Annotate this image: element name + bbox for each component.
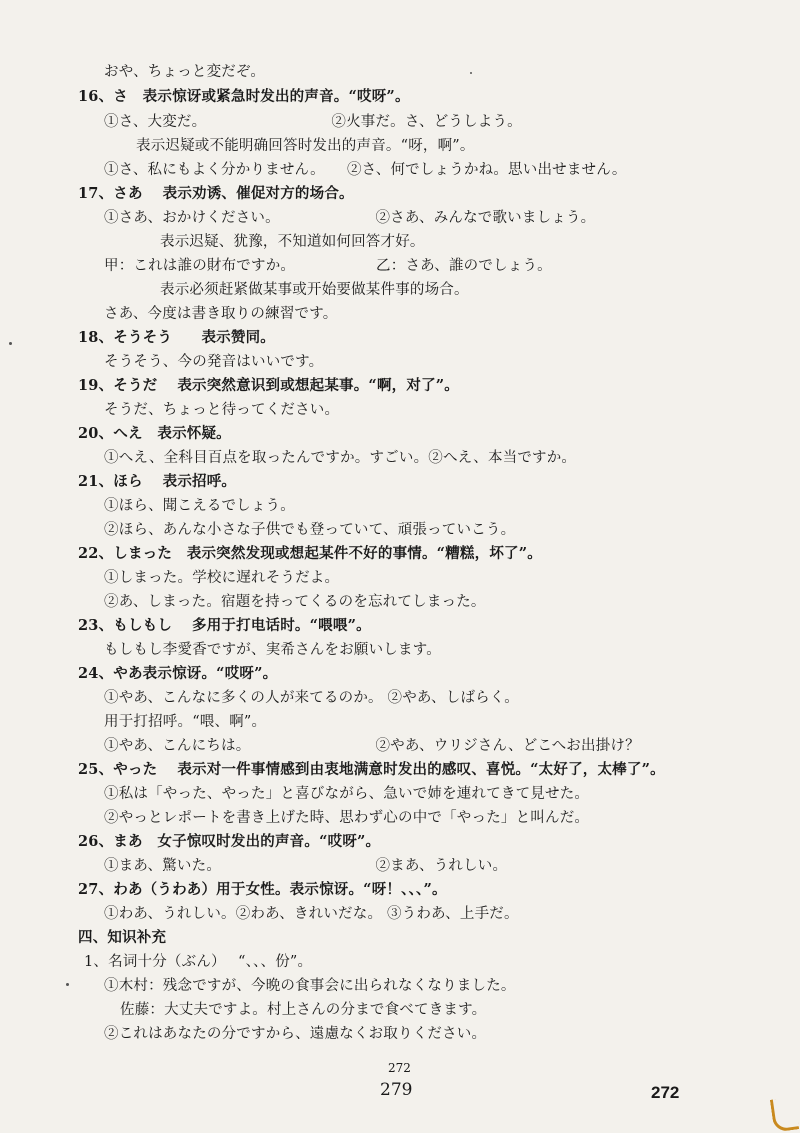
text-line: ①まあ、驚いた。 ②まあ、うれしい。 — [104, 858, 508, 874]
entry-heading: 20、へえ 表示怀疑。 — [78, 425, 231, 442]
page-number-small: 272 — [388, 1061, 411, 1075]
text-line: ①ほら、聞こえるでしょう。 — [104, 498, 295, 514]
text-line: 用于打招呼。“喂、啊”。 — [104, 714, 267, 730]
entry-heading: 1、名词十分（ぶん） “、、、份”。 — [84, 954, 313, 970]
entry-heading: 17、さあ 表示劝诱、催促对方的场合。 — [78, 185, 354, 202]
text-line: ①木村：残念ですが、今晩の食事会に出られなくなりました。 — [104, 978, 516, 994]
text-line: ①私は「やった、やった」と喜びながら、急いで姉を連れてきて見せた。 — [104, 786, 590, 802]
text-line: ①へえ、全科目百点を取ったんですか。すごい。②へえ、本当ですか。 — [104, 450, 577, 466]
entry-heading: 24、やあ表示惊讶。“哎呀”。 — [78, 665, 278, 682]
text-line: ①さあ、おかけください。 ②さあ、みんなで歌いましょう。 — [104, 210, 596, 226]
entry-heading: 22、しまった 表示突然发现或想起某件不好的事情。“糟糕，坏了”。 — [78, 545, 542, 562]
text-line: ①しまった。学校に遅れそうだよ。 — [104, 570, 340, 586]
page-number: 279 — [380, 1080, 413, 1100]
text-line: 表示迟疑、犹豫，不知道如何回答才好。 — [160, 234, 425, 250]
scan-speck — [470, 72, 472, 74]
scan-speck — [9, 342, 12, 345]
text-line: 甲：これは誰の財布ですか。 乙：さあ、誰のでしょう。 — [104, 258, 552, 274]
entry-heading: 26、まあ 女子惊叹时发出的声音。“哎呀”。 — [78, 833, 381, 850]
entry-heading: 16、さ 表示惊讶或紧急时发出的声音。“哎呀”。 — [78, 88, 410, 105]
entry-heading: 23、もしもし 多用于打电话时。“喂喂”。 — [78, 617, 371, 634]
entry-heading: 21、ほら 表示招呼。 — [78, 473, 237, 490]
text-line: そうそう、今の発音はいいです。 — [104, 354, 324, 370]
section-heading: 四、知识补充 — [78, 929, 167, 946]
text-line: ②やっとレポートを書き上げた時、思わず心の中で「やった」と叫んだ。 — [104, 810, 590, 826]
text-line: ①やあ、こんなに多くの人が来てるのか。 ②やあ、しばらく。 — [104, 690, 519, 706]
text-line: 表示必须赶紧做某事或开始要做某件事的场合。 — [160, 282, 469, 298]
page-corner-curl — [770, 1096, 799, 1132]
page-number-bold: 272 — [651, 1083, 680, 1102]
text-line: 表示迟疑或不能明确回答时发出的声音。“呀，啊”。 — [136, 138, 475, 154]
text-line: ②これはあなたの分ですから、遠慮なくお取りください。 — [104, 1026, 487, 1042]
entry-heading: 18、そうそう 表示赞同。 — [78, 329, 275, 346]
text-line: もしもし李愛香ですが、実希さんをお願いします。 — [104, 642, 441, 658]
scan-speck — [66, 983, 69, 986]
entry-heading: 19、そうだ 表示突然意识到或想起某事。“啊，对了”。 — [78, 377, 460, 394]
text-line: ①さ、私にもよく分かりません。 ②さ、何でしょうかね。思い出せません。 — [104, 162, 627, 178]
text-line: さあ、今度は書き取りの練習です。 — [104, 306, 338, 322]
entry-heading: 25、やった 表示对一件事情感到由衷地满意时发出的感叹、喜悦。“太好了，太棒了”。 — [78, 761, 665, 778]
text-line: ①やあ、こんにちは。 ②やあ、ウリジさん、どこへお出掛け？ — [104, 738, 640, 754]
text-line: 佐藤：大丈夫ですよ。村上さんの分まで食べてきます。 — [120, 1002, 487, 1018]
text-line: ②あ、しまった。宿題を持ってくるのを忘れてしまった。 — [104, 594, 486, 610]
text-line: おや、ちょっと変だぞ。 — [104, 64, 266, 80]
text-line: そうだ、ちょっと待ってください。 — [104, 402, 340, 418]
text-line: ②ほら、あんな小さな子供でも登っていて、頑張っていこう。 — [104, 522, 516, 538]
entry-heading: 27、わあ（うわあ）用于女性。表示惊讶。“呀！、、、”。 — [78, 881, 447, 898]
text-line: ①わあ、うれしい。②わあ、きれいだな。 ③うわあ、上手だ。 — [104, 906, 519, 922]
text-line: ①さ、大変だ。 ②火事だ。さ、どうしよう。 — [104, 114, 522, 130]
